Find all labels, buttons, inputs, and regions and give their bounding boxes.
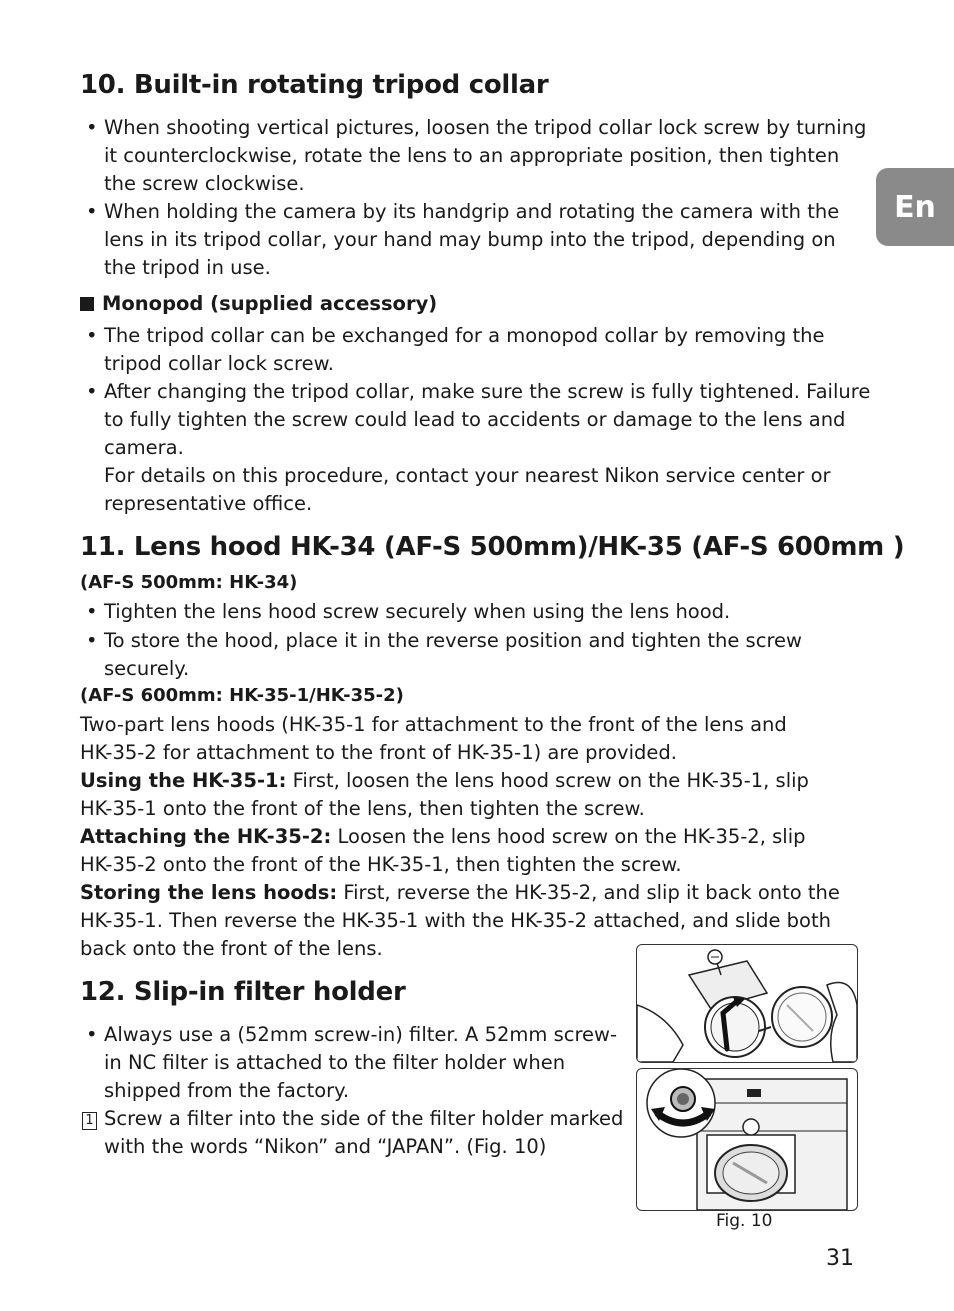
bullet-line: lens in its tripod collar, your hand may bump into the tripod, depending on — [104, 228, 836, 251]
paragraph-line: Two-part lens hoods (HK-35-1 for attachment to the front of the lens and — [80, 713, 787, 736]
figure-caption: Fig. 10 — [716, 1211, 773, 1231]
section-11-heading: 11. Lens hood HK-34 (AF-S 500mm)/HK-35 (AF-S 600mm ) — [80, 532, 905, 562]
manual-page: En 10. Built-in rotating tripod collar • When shooting vertical pictures, loosen the tripod collar lock screw by turning it counterclockwise, rotate the lens to an appropriate position, then tighten the screw clockwise. • When holding the camera by its handgrip and rotating the camera with the lens in its tripod collar, your hand may bump into the tripod, depending on the tripod in use. Monopod (supplied accessory) • The tripod collar can be exchanged for a monopod collar by removing the tripod collar lock screw. • After changing the tripod collar, make sure the screw is fully tightened. Failure to fully tighten the screw could lead to accidents or damage to the lens and camera. For details on this procedure, contact your nearest Nikon service center or representative office. 11. Lens hood HK-34 (AF-S 500mm)/HK-35 (AF-S 600mm ) (AF-S 500mm: HK-34) • Tighten the lens hood screw securely when using the lens hood. • To store the hood, place it in the reverse position and tighten the screw securely. (AF-S 600mm: HK-35-1/HK-35-2) Two-part lens hoods (HK-35-1 for attachment to the front of the lens and HK-35-2 for attachment to the front of HK-35-1) are provided. Using the HK-35-1: First, loosen the lens hood screw on the HK-35-1, slip HK-35-1 onto the front of the lens, then tighten the screw. Attaching the HK-35-2: Loosen the lens hood screw on the HK-35-2, slip HK-35-2 onto the front of the HK-35-1, then tighten the screw. Storing the lens hoods: First, reverse the HK-35-2, and slip it back onto the HK-35-1. Then reverse the HK-35-1 with the HK-35-2 attached, and slide both back onto the front of the lens. 12. Slip-in filter holder • Always use a (52mm screw-in) filter. A 52mm screw- in NC filter is attached to the filter holder when shipped from the factory. 1 Screw a filter into the side of the filter holder marked with the words “Nikon” and “JAPAN”. (Fig. 10) Fig. 10 31 — [0, 0, 954, 1311]
bullet-line: Always use a (52mm screw-in) filter. A 52mm screw- — [104, 1023, 618, 1046]
bullet-line: to fully tighten the screw could lead to accidents or damage to the lens and — [104, 408, 846, 431]
bullet-line: To store the hood, place it in the reverse position and tighten the screw — [104, 629, 802, 652]
step-number-box: 1 — [82, 1112, 97, 1130]
bullet-line: the tripod in use. — [104, 256, 271, 279]
filter-holder-illustration — [637, 945, 857, 1062]
section-12-heading: 12. Slip-in filter holder — [80, 977, 406, 1007]
bullet-line: shipped from the factory. — [104, 1079, 350, 1102]
bullet-line: For details on this procedure, contact your nearest Nikon service center or — [104, 464, 831, 487]
monopod-subheading: Monopod (supplied accessory) — [80, 292, 437, 315]
attaching-hk35-2-line: Attaching the HK-35-2: Loosen the lens hood screw on the HK-35-2, slip — [80, 825, 806, 848]
language-tab: En — [876, 168, 954, 246]
paragraph-line: HK-35-1 onto the front of the lens, then tighten the screw. — [80, 797, 645, 820]
af-s-600-subheading: (AF-S 600mm: HK-35-1/HK-35-2) — [80, 685, 404, 706]
bullet-line: camera. — [104, 436, 184, 459]
using-hk35-1-line: Using the HK-35-1: First, loosen the lens hood screw on the HK-35-1, slip — [80, 769, 809, 792]
paragraph-line: HK-35-2 for attachment to the front of HK-35-1) are provided. — [80, 741, 677, 764]
bullet-line: it counterclockwise, rotate the lens to an appropriate position, then tighten — [104, 144, 840, 167]
square-bullet-icon — [80, 297, 94, 311]
page-number: 31 — [826, 1246, 854, 1271]
section-10-heading: 10. Built-in rotating tripod collar — [80, 70, 549, 100]
fig-10-bottom-illustration — [636, 1068, 858, 1211]
paragraph-line: HK-35-2 onto the front of the HK-35-1, then tighten the screw. — [80, 853, 682, 876]
storing-hoods-line: Storing the lens hoods: First, reverse the HK-35-2, and slip it back onto the — [80, 881, 840, 904]
fig-10-top-illustration — [636, 944, 858, 1063]
paragraph-line: HK-35-1. Then reverse the HK-35-1 with the HK-35-2 attached, and slide both — [80, 909, 831, 932]
bullet-line: in NC filter is attached to the filter holder when — [104, 1051, 566, 1074]
bullet-line: tripod collar lock screw. — [104, 352, 335, 375]
bullet-line: When shooting vertical pictures, loosen the tripod collar lock screw by turning — [104, 116, 867, 139]
bullet-line: Tighten the lens hood screw securely when using the lens hood. — [104, 600, 731, 623]
bullet-line: The tripod collar can be exchanged for a monopod collar by removing the — [104, 324, 825, 347]
af-s-500-subheading: (AF-S 500mm: HK-34) — [80, 572, 298, 593]
bullet-line: representative office. — [104, 492, 313, 515]
bullet-line: After changing the tripod collar, make sure the screw is fully tightened. Failure — [104, 380, 871, 403]
bullet-line: the screw clockwise. — [104, 172, 305, 195]
paragraph-line: back onto the front of the lens. — [80, 937, 383, 960]
step-line: with the words “Nikon” and “JAPAN”. (Fig. 10) — [104, 1135, 547, 1158]
step-line: Screw a filter into the side of the filter holder marked — [104, 1107, 624, 1130]
bullet-line: securely. — [104, 657, 190, 680]
lens-barrel-illustration — [637, 1069, 857, 1210]
bullet-line: When holding the camera by its handgrip and rotating the camera with the — [104, 200, 840, 223]
